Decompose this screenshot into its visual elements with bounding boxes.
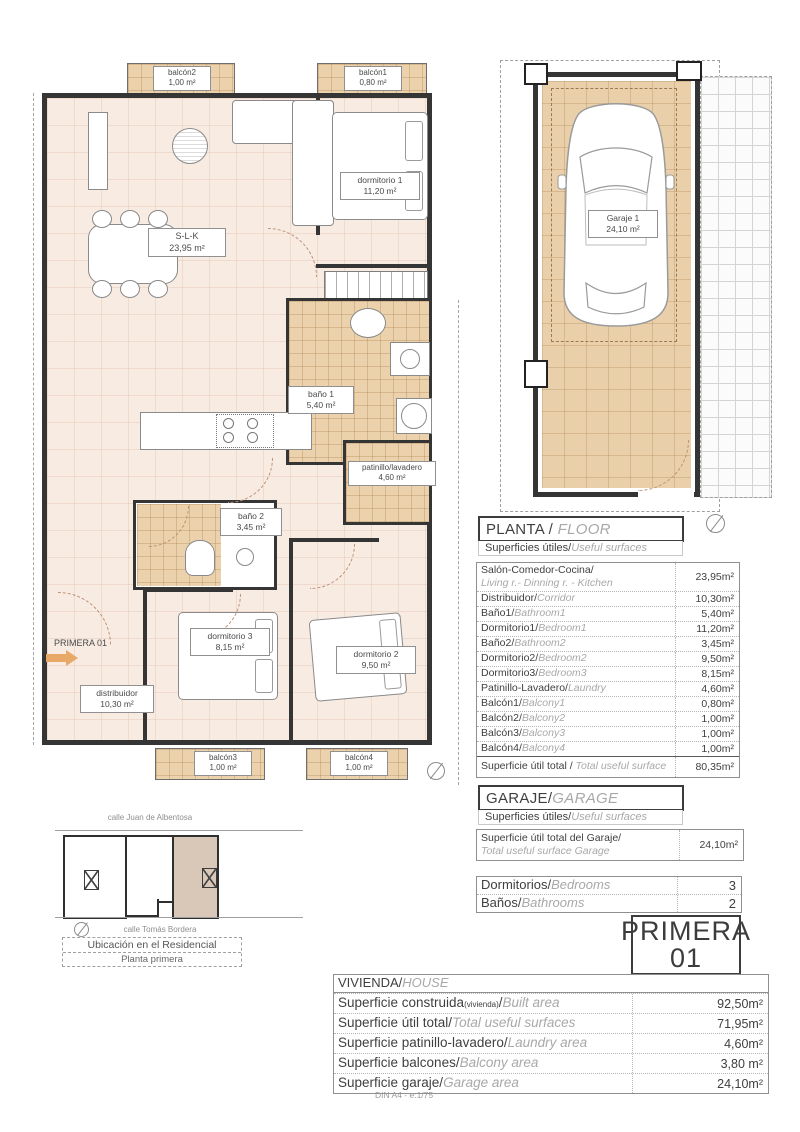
garage-pillar (524, 63, 548, 85)
coffee-table (172, 128, 208, 164)
room-label-dormitorio1: dormitorio 1 11,20 m² (340, 172, 420, 200)
wardrobe (324, 271, 428, 300)
garage-label: Garaje 1 24,10 m² (588, 210, 658, 238)
dining-chair (92, 280, 112, 298)
wall-dorm1-bottom (316, 264, 432, 268)
dining-chair (120, 210, 140, 228)
burner (247, 418, 258, 429)
room-label-bano1: baño 1 5,40 m² (288, 386, 354, 414)
garage-panel-title: GARAJE/GARAGE (478, 785, 684, 811)
entrance-marker-label: PRIMERA 01 (54, 638, 108, 648)
washing-machine-drum (401, 403, 427, 429)
entrance-arrow-head-icon (66, 650, 78, 666)
street-bottom-line (55, 917, 303, 918)
map-caption-line1: Ubicación en el Residencial (63, 938, 241, 953)
map-caption-line2: Planta primera (121, 954, 183, 965)
table-row: Superficie útil total/Total useful surfaces 71,95m² (334, 1013, 768, 1033)
table-row: Balcón2/Balcony2 1,00m² (477, 711, 739, 726)
balcony-4-label: balcón4 1,00 m² (330, 751, 388, 776)
counts-table (476, 876, 742, 913)
dining-chair (148, 280, 168, 298)
map-compass-icon (74, 922, 89, 937)
garage-pillar (676, 61, 702, 81)
tv-sideboard (88, 112, 108, 190)
table-row: Dormitorio1/Bedroom1 11,20m² (477, 621, 739, 636)
table-row: Patinillo-Lavadero/Laundry 4,60m² (477, 681, 739, 696)
room-label-slk: S-L-K 23,95 m² (148, 228, 226, 257)
sofa-chaise (292, 100, 334, 226)
room-label-patinillo: patinillo/lavadero 4,60 m² (348, 461, 436, 486)
garage-door-opening (638, 491, 694, 498)
wall-dorm2-left (289, 538, 293, 740)
table-total-row: Superficie útil total / Total useful surface 80,35m² (477, 756, 739, 777)
wall-dorm2-top (289, 538, 379, 542)
table-row: Superficie patinillo-lavadero/Laundry area 4,60m² (334, 1033, 768, 1053)
bed-dorm1 (332, 112, 428, 220)
house-table (333, 974, 769, 1094)
garage-panel-subtitle: Superficies útiles/Useful surfaces (478, 810, 683, 825)
unit-badge (620, 915, 752, 975)
sink-1-bowl (400, 349, 420, 369)
table-row: Dormitorio3/Bedroom3 8,15m² (477, 666, 739, 681)
table-row: Baños/Bathrooms 2 (477, 894, 741, 912)
map-building-unit2 (125, 835, 174, 903)
balcony-1-label: balcón1 0,80 m² (344, 66, 402, 91)
street-bottom-label: calle Tomás Bordera (123, 925, 197, 934)
garage-pillar (524, 360, 548, 388)
room-label-bano2: baño 2 3,45 m² (220, 508, 282, 536)
pillow (405, 121, 423, 161)
table-row: Distribuidor/Corridor 10,30m² (477, 591, 739, 606)
pillow (255, 659, 273, 693)
wall-dorm3-top (143, 588, 233, 592)
table-row: Superficie garaje/Garage area 24,10m² (334, 1073, 768, 1093)
table-row: Baño1/Bathroom1 5,40m² (477, 606, 739, 621)
house-table-header: VIVIENDA/HOUSE (334, 975, 768, 993)
entrance-arrow-icon (46, 654, 66, 662)
unit-badge-line2: 01 (669, 943, 703, 973)
dining-chair (148, 210, 168, 228)
stair-core-icon (202, 868, 217, 888)
table-row: Superficie balcones/Balcony area 3,80 m² (334, 1053, 768, 1073)
table-row: Superficie construida(vivienda)/Built area 92,50m² (334, 993, 768, 1013)
street-top-line (55, 830, 303, 831)
table-row: Balcón1/Balcony1 0,80m² (477, 696, 739, 711)
garage-surfaces-table (476, 829, 744, 861)
balcony-2-label: balcón2 1,00 m² (153, 66, 211, 91)
table-row: Baño2/Bathroom2 3,45m² (477, 636, 739, 651)
burner (223, 432, 234, 443)
street-top-label: calle Juan de Albentosa (107, 813, 193, 822)
right-boundary-line (458, 300, 459, 785)
garage-compass-icon (706, 514, 725, 533)
table-row: Superficie útil total del Garaje/ Total useful surface Garage 24,10m² (477, 830, 743, 860)
room-label-distribuidor: distribuidor 10,30 m² (80, 685, 154, 713)
dining-chair (120, 280, 140, 298)
burner (223, 418, 234, 429)
toilet-2 (185, 540, 215, 576)
floor-panel-subtitle: Superficies útiles/Useful surfaces (478, 541, 683, 556)
left-boundary-line (33, 93, 34, 745)
burner (247, 432, 258, 443)
stove (216, 414, 274, 448)
wall-dorm3-left (143, 588, 147, 740)
balcony-3-label: balcón3 1,00 m² (194, 751, 252, 776)
map-caption-box (62, 937, 242, 967)
map-building-unit2-ext (125, 899, 159, 917)
table-row: Dormitorio2/Bedroom2 9,50m² (477, 651, 739, 666)
sheet-scale-note: DIN A4 - e:1/75 (375, 1090, 434, 1100)
sink-2 (236, 548, 254, 566)
floor-surfaces-table (476, 562, 740, 778)
north-compass-icon (427, 762, 445, 780)
table-row: Dormitorios/Bedrooms 3 (477, 877, 741, 894)
table-row: Balcón4/Balcony4 1,00m² (477, 741, 739, 756)
toilet-1 (350, 308, 386, 338)
floor-panel-title: PLANTA / FLOOR (478, 516, 684, 542)
unit-badge-line1: PRIMERA (620, 916, 752, 946)
table-row: Balcón3/Balcony3 1,00m² (477, 726, 739, 741)
dining-chair (92, 210, 112, 228)
room-label-dormitorio2: dormitorio 2 9,50 m² (336, 646, 416, 674)
stairs-area (700, 76, 772, 498)
stair-core-icon (84, 870, 99, 890)
table-row: Salón-Comedor-Cocina/ Living r.- Dinning r. - Kitchen 23,95m² (477, 563, 739, 591)
room-label-dormitorio3: dormitorio 3 8,15 m² (190, 628, 270, 656)
